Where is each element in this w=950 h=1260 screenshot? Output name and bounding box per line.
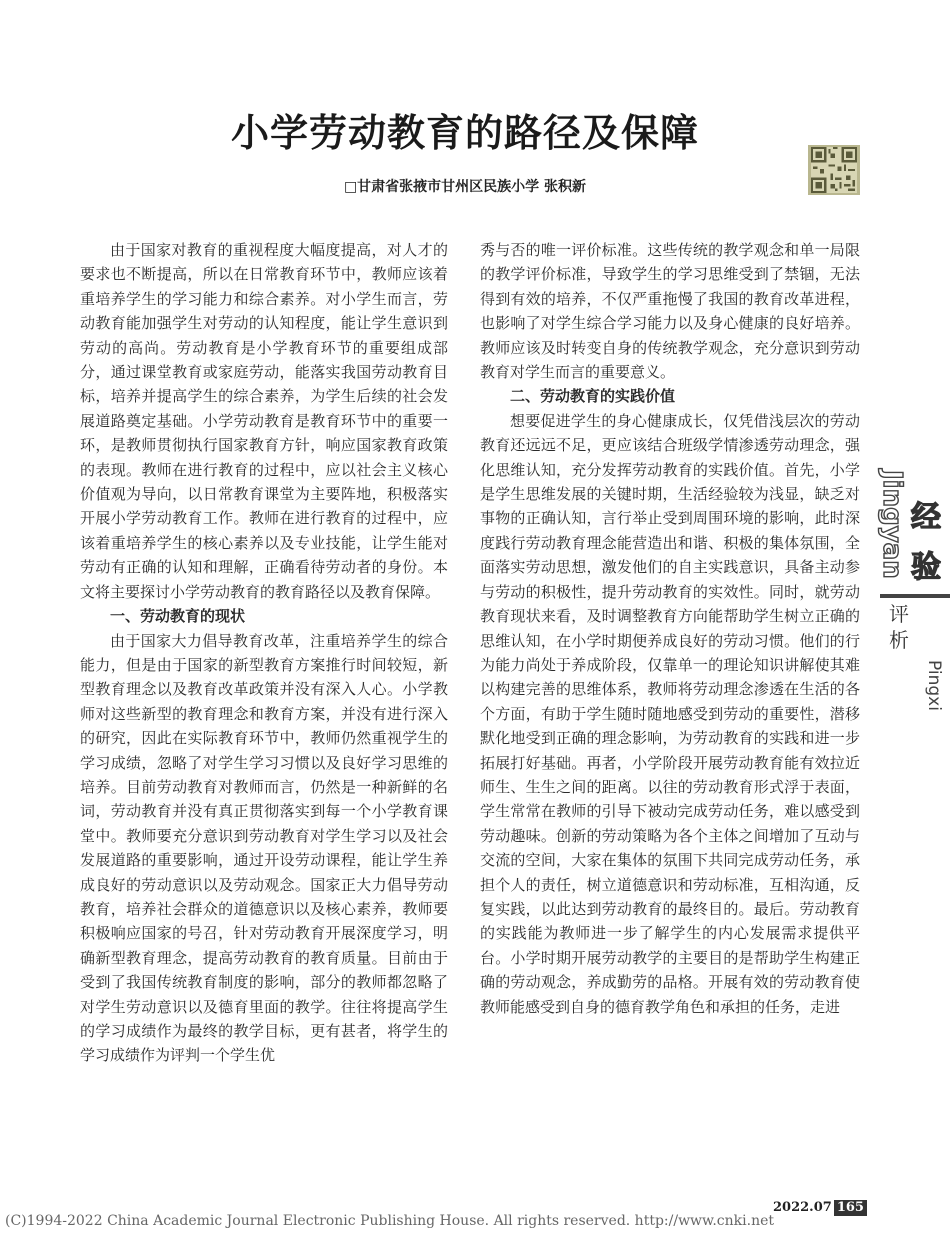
section-tab: [878, 470, 950, 730]
paragraph: 想要促进学生的身心健康成长，仅凭借浅层次的劳动教育还远远不足，更应该结合班级学情渗透劳动理念，强化思维认知，充分发挥劳动教育的实践价值。首先，小学是学生思维发展的关键时期，生活经验较为浅显，缺乏对事物的正确认知，言行举止受到周围环境的影响，此时深度践行劳动教育理念能营造出和谐、积极的集体氛围，全面落实劳动思想，激发他们的自主实践意识，具备主动参与劳动的积极性，提升劳动教育的实效性。同时，就劳动教育现状来看，及时调整教育方向能帮助学生树立正确的思维认知，在小学时期便养成良好的劳动习惯。他们的行为能力尚处于养成阶段，仅靠单一的理论知识讲解使其难以构建完善的思维体系，教师将劳动理念渗透在生活的各个方面，有助于学生随时随地感受到劳动的重要性，潜移默化地受到正确的理念影响，为劳动教育的实践和进一步拓展打好基础。再者，小学阶段开展劳动教育能有效拉近师生、生生之间的距离。以往的劳动教育形式浮于表面，学生常常在教师的引导下被动完成劳动任务，难以感受到劳动趣味。创新的劳动策略为各个主体之间增加了互动与交流的空间，大家在集体的氛围下共同完成劳动任务，承担个人的责任，树立道德意识和劳动标准，互相沟通，反复实践，以此达到劳动教育的最终目的。最后。劳动教育的实践能为教师进一步了解学生的内心发展需求提供平台。小学时期开展劳动教学的主要目的是帮助学生构建正确的劳动观念，养成勤劳的品格。开展有效的劳动教育使教师能感受到自身的德育教学角色和承担的任务，走进: [480, 411, 860, 1016]
left-column: [80, 238, 448, 1068]
page-number: 165: [834, 1200, 867, 1216]
section-char-jing: 经: [911, 500, 941, 535]
paragraph: 秀与否的唯一评价标准。这些传统的教学观念和单一局限的教学评价标准，导致学生的学习思维受到了禁锢，无法得到有效的培养，不仅严重拖慢了我国的教育改革进程，也影响了对学生综合学习能力以及身心健康的良好培养。教师应该及时转变自身的传统教学观念，充分意识到劳动教育对学生而言的重要意义。: [480, 241, 860, 382]
section-heading: 二、劳动教育的实践价值: [510, 387, 676, 406]
paragraph: 由于国家对教育的重视程度大幅度提高，对人才的要求也不断提高，所以在日常教育环节中，教师应该着重培养学生的学习能力和综合素养。对小学生而言，劳动教育能加强学生对劳动的认知程度，能让学生意识到劳动的高尚。劳动教育是小学教育环节的重要组成部分，通过课堂教育或家庭劳动，能落实我国劳动教育目标，培养并提高学生的综合素养，为学生后续的社会发展道路奠定基础。小学劳动教育是教育环节中的重要一环，是教师贯彻执行国家教育方针，响应国家教育政策的表现。教师在进行教育的过程中，应以社会主义核心价值观为导向，以日常教育课堂为主要阵地，积极落实开展小学劳动教育工作。教师在进行教育的过程中，应该着重培养学生的核心素养以及专业技能，让学生能对劳动有正确的认知和理解，正确看待劳动者的身份。本文将主要探讨小学劳动教育的教育路径以及教育保障。: [80, 241, 448, 601]
author-byline: □甘肃省张掖市甘州区民族小学 张积新: [343, 179, 587, 195]
subsection-char-ping: 评: [889, 602, 909, 626]
article-title: 小学劳动教育的路径及保障: [230, 111, 699, 155]
right-column: [480, 238, 860, 1019]
section-char-yan: 验: [911, 550, 941, 585]
issue-date: 2022.07: [773, 1200, 832, 1215]
subsection-pinyin: Pingxi: [924, 660, 944, 711]
section-pinyin: Jingyan: [877, 470, 907, 579]
section-divider: [880, 594, 950, 598]
paragraph: 由于国家大力倡导教育改革，注重培养学生的综合能力，但是由于国家的新型教育方案推行时间较短，新型教育理念以及教育改革政策并没有深入人心。小学教师对这些新型的教育理念和教育方案，并没有进行深入的研究，因此在实际教育环节中，教师仍然重视学生的学习成绩，忽略了对学生学习习惯以及良好学习思维的培养。目前劳动教育对教师而言，仍然是一种新鲜的名词，劳动教育并没有真正贯彻落实到每一个小学教育课堂中。教师要充分意识到劳动教育对学生学习以及社会发展道路的重要影响，通过开设劳动课程，能让学生养成良好的劳动意识以及劳动观念。国家正大力倡导劳动教育，培养社会群众的道德意识以及核心素养，教师要积极响应国家的号召，针对劳动教育开展深度学习，明确新型教育理念，提高劳动教育的教育质量。目前由于受到了我国传统教育制度的影响，部分的教师都忽略了对学生劳动意识以及德育里面的教学。往往将提高学生的学习成绩作为最终的教学目标，更有甚者，将学生的学习成绩作为评判一个学生优: [80, 631, 448, 1065]
copyright-notice: (C)1994-2022 China Academic Journal Electronic Publishing House. All rights reserved. http://www.cnki.net: [5, 1213, 775, 1229]
subsection-char-xi: 析: [889, 628, 909, 652]
section-heading: 一、劳动教育的现状: [110, 607, 246, 626]
